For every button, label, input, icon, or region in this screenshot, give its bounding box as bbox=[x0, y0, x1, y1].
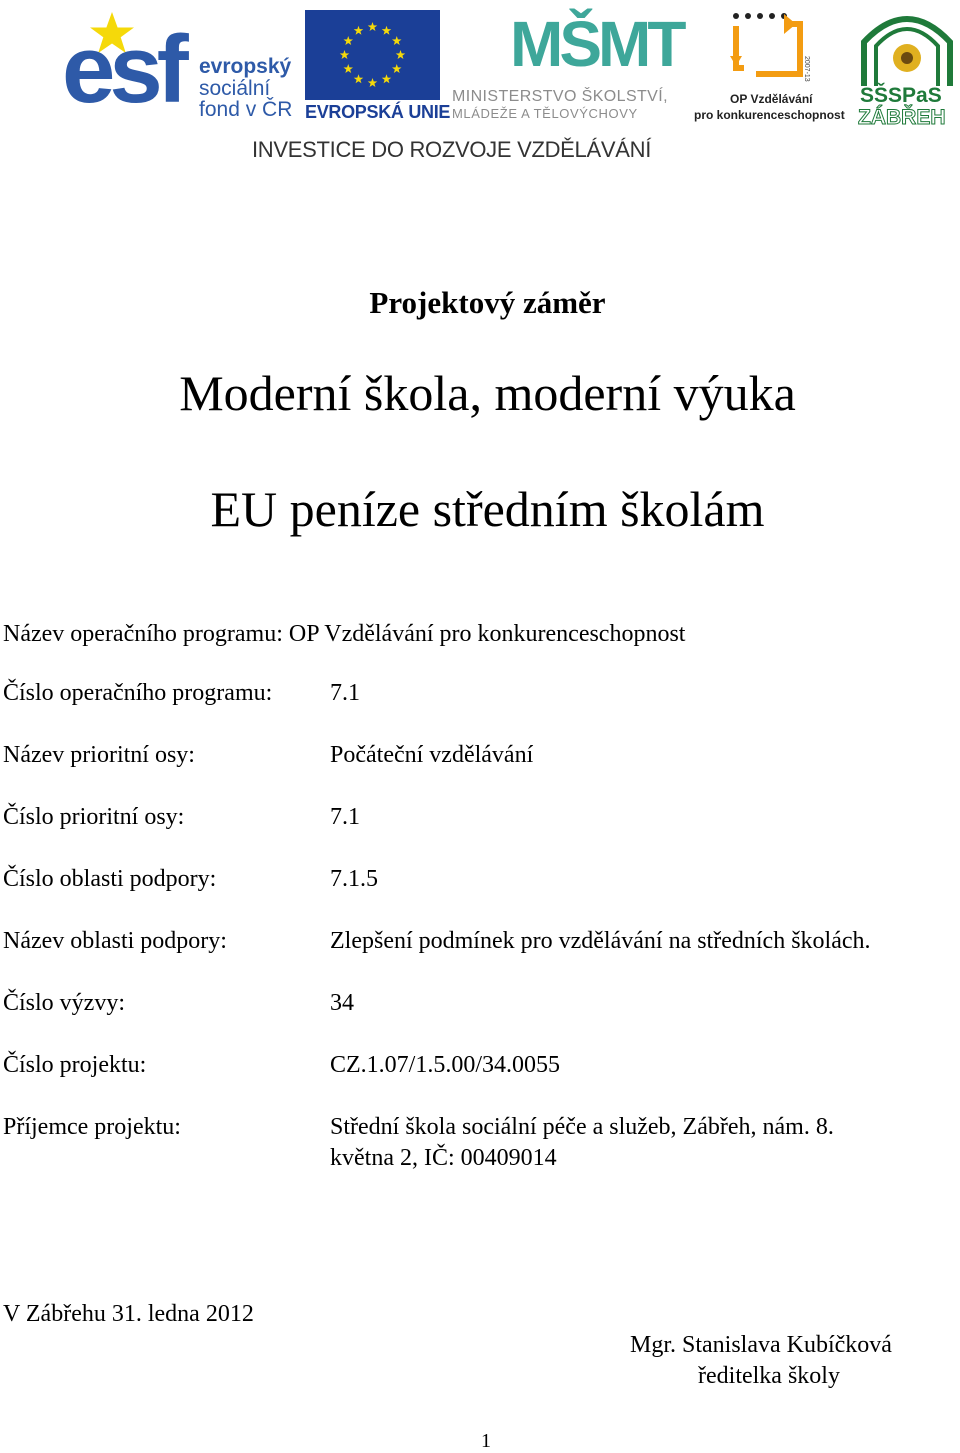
op-years: 2007-13 bbox=[803, 56, 810, 82]
msmt-line2: MLÁDEŽE A TĚLOVÝCHOVY bbox=[452, 106, 638, 121]
eu-caption: EVROPSKÁ UNIE bbox=[305, 102, 451, 122]
op-number-value: 7.1 bbox=[330, 680, 360, 706]
op-name-label: Název operačního programu: bbox=[3, 621, 283, 647]
eu-flag-icon bbox=[305, 10, 440, 100]
axis-number-value: 7.1 bbox=[330, 804, 360, 830]
project-number-value: CZ.1.07/1.5.00/34.0055 bbox=[330, 1052, 561, 1078]
area-name-value: Zlepšení podmínek pro vzdělávání na středních školách. bbox=[330, 928, 871, 954]
call-number-value: 34 bbox=[330, 990, 354, 1016]
school-logo bbox=[856, 6, 958, 130]
esf-line1: evropský bbox=[199, 55, 292, 78]
field-axis-name bbox=[0, 742, 960, 774]
axis-name-label: Název prioritní osy: bbox=[3, 742, 195, 768]
document-title-1: Moderní škola, moderní výuka bbox=[179, 365, 796, 421]
field-recipient bbox=[0, 1114, 960, 1178]
place-date: V Zábřehu 31. ledna 2012 bbox=[3, 1301, 254, 1327]
page-number: 1 bbox=[481, 1430, 491, 1452]
op-logo bbox=[694, 8, 844, 123]
field-area-name bbox=[0, 928, 960, 960]
op-line1: OP Vzdělávání bbox=[730, 92, 813, 106]
eu-logo bbox=[305, 10, 451, 125]
project-number-label: Číslo projektu: bbox=[3, 1052, 147, 1078]
esf-letters: esf bbox=[62, 16, 183, 123]
area-number-value: 7.1.5 bbox=[330, 866, 378, 892]
esf-line3: fond v ČR bbox=[199, 98, 293, 121]
op-name-value: OP Vzdělávání pro konkurenceschopnost bbox=[288, 621, 686, 647]
op-number-label: Číslo operačního programu: bbox=[3, 680, 273, 706]
op-arrow-icon bbox=[726, 8, 812, 88]
recipient-value-line1: Střední škola sociální péče a služeb, Zábřeh, nám. 8. bbox=[330, 1114, 834, 1140]
area-name-label: Název oblasti podpory: bbox=[3, 928, 227, 954]
school-line2: ZÁBŘEH bbox=[858, 106, 946, 129]
msmt-line1: MINISTERSTVO ŠKOLSTVÍ, bbox=[452, 88, 668, 105]
msmt-logo bbox=[452, 8, 687, 123]
field-op-number bbox=[0, 680, 960, 712]
school-line1: SŠSPaS bbox=[860, 84, 942, 107]
school-arch-icon bbox=[858, 6, 956, 88]
tagline: INVESTICE DO ROZVOJE VZDĚLÁVÁNÍ bbox=[252, 137, 652, 162]
signatory-name: Mgr. Stanislava Kubíčková bbox=[630, 1332, 892, 1358]
field-op-name bbox=[3, 618, 685, 650]
field-axis-number bbox=[0, 804, 960, 836]
msmt-letters: MŠMT bbox=[510, 8, 683, 80]
esf-logo bbox=[62, 8, 298, 123]
recipient-value-line2: května 2, IČ: 00409014 bbox=[330, 1145, 557, 1171]
field-area-number bbox=[0, 866, 960, 898]
axis-number-label: Číslo prioritní osy: bbox=[3, 804, 185, 830]
document-heading: Projektový záměr bbox=[369, 285, 606, 320]
field-call-number bbox=[0, 990, 960, 1022]
signatory-role: ředitelka školy bbox=[698, 1363, 840, 1389]
call-number-label: Číslo výzvy: bbox=[3, 990, 126, 1016]
recipient-label: Příjemce projektu: bbox=[3, 1114, 181, 1140]
axis-name-value: Počáteční vzdělávání bbox=[330, 742, 534, 768]
document-title-2: EU peníze středním školám bbox=[210, 481, 765, 537]
op-line2: pro konkurenceschopnost bbox=[694, 108, 845, 122]
logo-strip bbox=[0, 0, 960, 170]
esf-line2: sociální bbox=[199, 77, 271, 100]
field-project-number bbox=[0, 1052, 960, 1084]
area-number-label: Číslo oblasti podpory: bbox=[3, 866, 217, 892]
